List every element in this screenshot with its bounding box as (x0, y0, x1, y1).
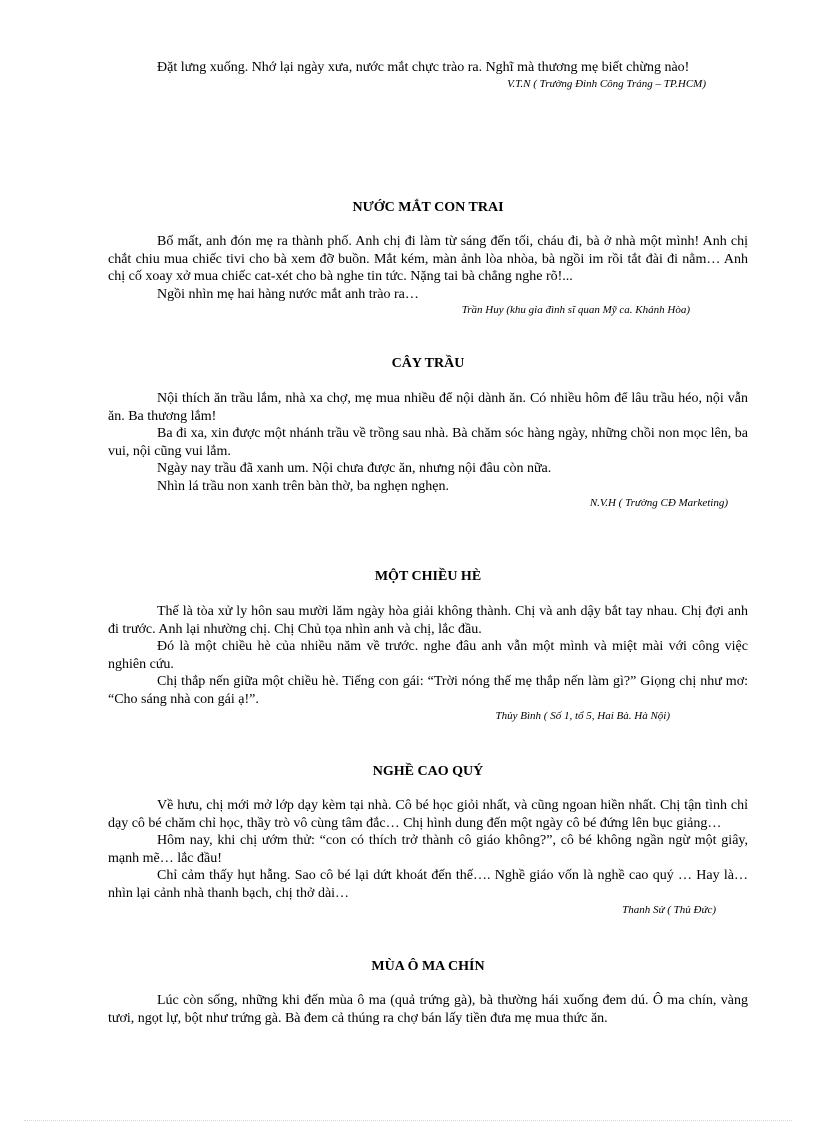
story-paragraph: Về hưu, chị mới mở lớp dạy kèm tại nhà. Cô bé học giỏi nhất, và cũng ngoan hiền nhất. Chị tận tình chỉ dạy cô bé chăm chỉ học, thầy trò vô cùng tâm đắc… Chị hình dung đến một ngày cô bé đứng lên bục giảng… (108, 798, 748, 831)
story-paragraph: Hôm nay, khi chị ướm thử: “con có thích trở thành cô giáo không?”, cô bé không ngần ngừ một giây, mạnh mẽ… lắc đầu! (108, 833, 748, 866)
story-title: MÙA Ô MA CHÍN (371, 959, 485, 974)
story-title: CÂY TRẦU (391, 356, 465, 371)
story-author: Thanh Sử ( Thủ Đức) (622, 903, 716, 916)
story-title: MỘT CHIỀU HÈ (374, 569, 482, 584)
story-paragraph: Chị thắp nến giữa một chiều hè. Tiếng con gái: “Trời nóng thế mẹ thắp nến làm gì?” Giọng chị như mơ: “Cho sáng nhà con gái ạ!”. (108, 674, 748, 707)
story-paragraph: Nội thích ăn trầu lắm, nhà xa chợ, mẹ mua nhiều để nội dành ăn. Có nhiều hôm để lâu trầu héo, nội vẫn ăn. Ba thương lắm! (108, 391, 748, 424)
story-paragraph: Lúc còn sống, những khi đến mùa ô ma (quả trứng gà), bà thường hái xuống đem dú. Ô ma chín, vàng tươi, ngọt lự, bột như trứng gà. Bà đem cả thúng ra chợ bán lấy tiền đưa mẹ mua thức ăn. (108, 993, 748, 1026)
story-author: Trần Huy (khu gia đình sĩ quan Mỹ ca. Khánh Hòa) (461, 304, 690, 317)
story-paragraph: Ngồi nhìn mẹ hai hàng nước mắt anh trào ra… (157, 286, 419, 302)
story-paragraph: Bố mất, anh đón mẹ ra thành phố. Anh chị đi làm từ sáng đến tối, cháu đi, bà ở nhà một mình! Anh chị chắt chiu mua chiếc tivi cho bà xem đỡ buồn. Mắt kém, màn ảnh lòa nhòa, bà ngồi im rồi tắt đài đi nằm… Anh chị cố xoay xở mua chiếc cat-xét cho bà nghe tin tức. Nặng tai bà chẳng nghe rõ!... (108, 234, 748, 285)
story-paragraph: Chỉ cảm thấy hụt hẫng. Sao cô bé lại dứt khoát đến thế…. Nghề giáo vốn là nghề cao quý … Hay là… nhìn lại cảnh nhà thanh bạch, chị thở dài… (108, 868, 748, 901)
story-nuoc-mat-con-trai (108, 233, 748, 317)
story-paragraph: Ba đi xa, xin được một nhánh trầu về trồng sau nhà. Bà chăm sóc hàng ngày, những chồi non mọc lên, ba vui, nội cũng vui lắm. (108, 426, 748, 459)
page-bottom-divider (24, 1120, 792, 1121)
story-nghe-cao-quy (108, 797, 748, 917)
story-title: NGHỀ CAO QUÝ (372, 764, 484, 779)
story-paragraph: Ngày nay trầu đã xanh um. Nội chưa được ăn, nhưng nội đâu còn nữa. (157, 461, 552, 477)
story-paragraph: Nhìn lá trầu non xanh trên bàn thờ, ba nghẹn nghẹn. (157, 478, 449, 494)
story-author: N.V.H ( Trường CĐ Marketing) (589, 496, 728, 509)
story-cay-trau (108, 390, 748, 510)
story-paragraph: Đặt lưng xuống. Nhớ lại ngày xưa, nước mắt chực trào ra. Nghĩ mà thương mẹ biết chừng nào! (157, 60, 690, 75)
story-continuation (108, 59, 748, 91)
story-mua-o-ma-chin (108, 992, 748, 1027)
story-paragraph: Đó là một chiều hè của nhiều năm về trước. nghe đâu anh vẫn một mình và miệt mài với công việc nghiên cứu. (108, 639, 748, 672)
story-author: V.T.N ( Trường Đinh Công Tráng – TP.HCM) (507, 77, 706, 90)
story-paragraph: Thế là tòa xử ly hôn sau mười lăm ngày hòa giải không thành. Chị và anh dậy bắt tay nhau. Chị đợi anh đi trước. Anh lại nhường chị. Chị Chủ tọa nhìn anh và chị, lắc đầu. (108, 604, 748, 637)
story-title: NƯỚC MẮT CON TRAI (352, 200, 504, 215)
story-mot-chieu-he (108, 603, 748, 723)
story-author: Thủy Bình ( Số 1, tổ 5, Hai Bà. Hà Nội) (495, 709, 670, 722)
